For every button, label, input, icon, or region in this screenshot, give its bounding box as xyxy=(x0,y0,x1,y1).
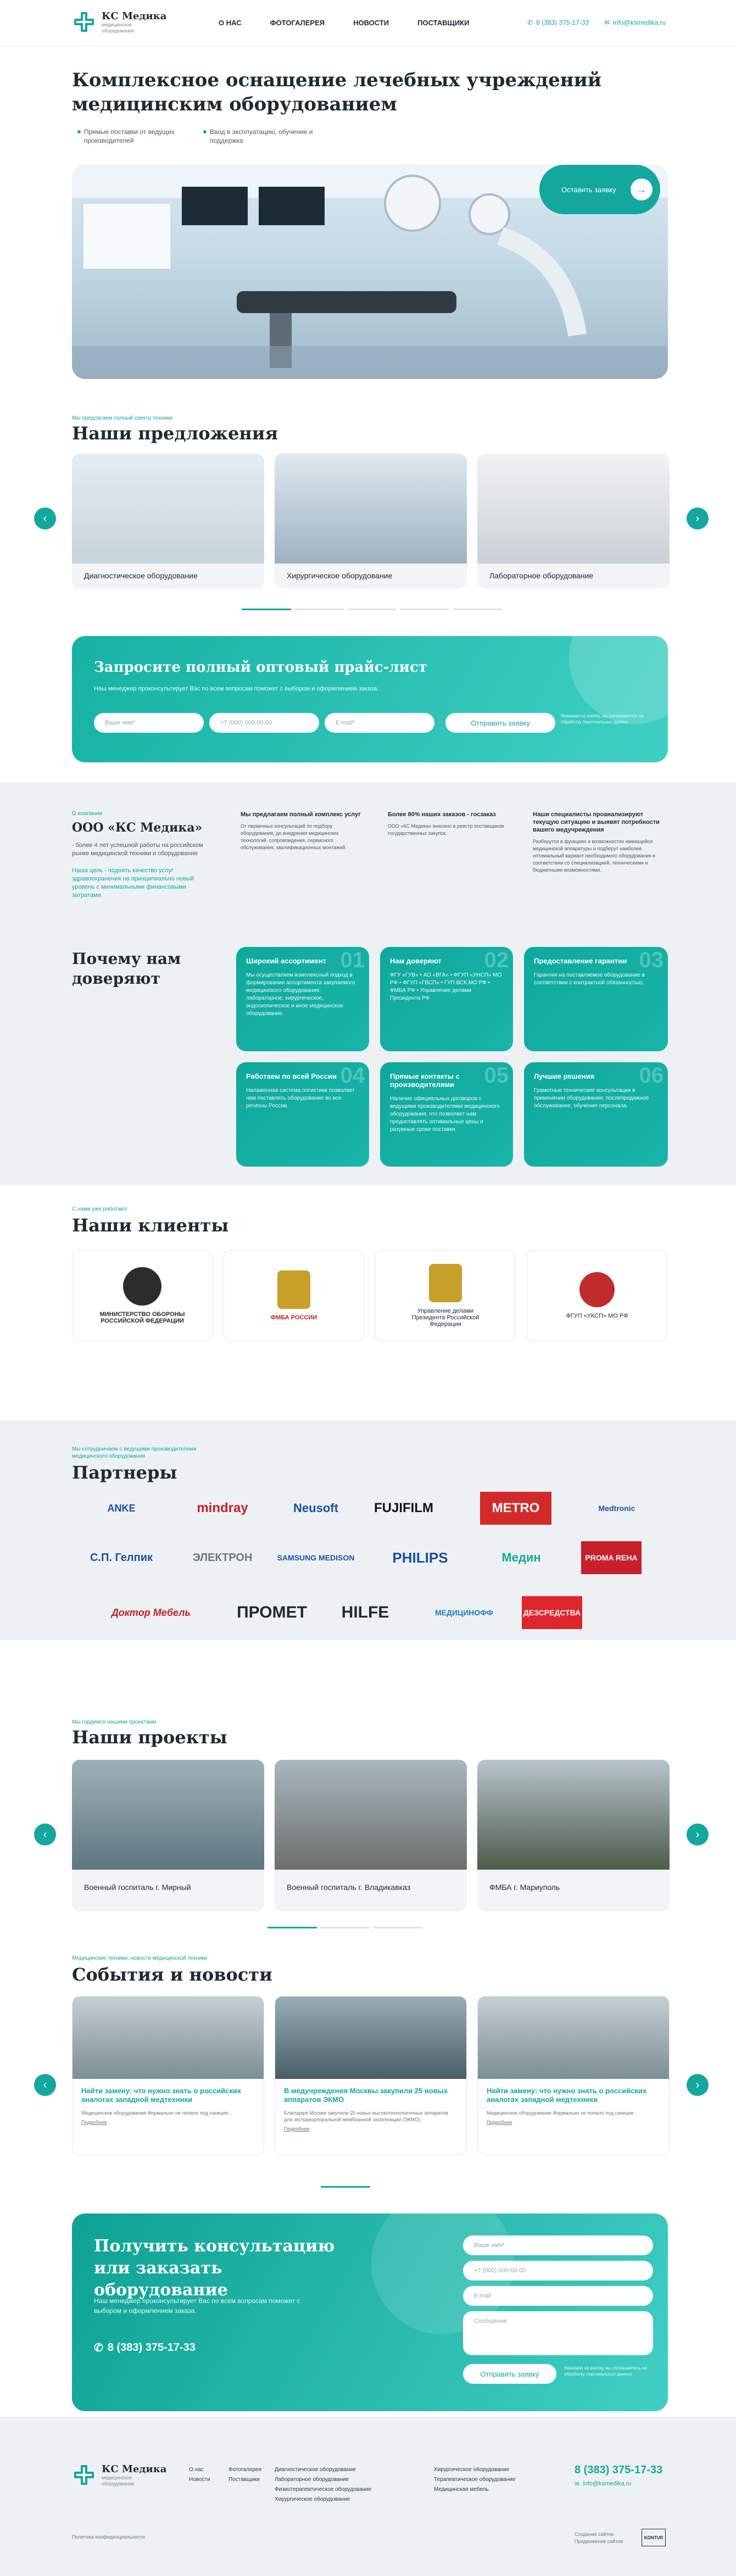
project-image xyxy=(477,1760,670,1870)
projects-title: Наши проекты xyxy=(72,1727,227,1748)
trust-tile: 02 Нам доверяют ФГУ «ГУВ» • АО «ВГА» • ФГУП «УНСП» МО РФ • ФГУП «ГВСП» • ГУП ВСК МО РФ • ФМБА РФ • Управление делами Президента РФ xyxy=(380,947,513,1051)
partner-logo: FUJIFILM xyxy=(374,1501,433,1515)
chevron-left-icon: ‹ xyxy=(43,512,47,525)
name-input[interactable]: Ваше имя* xyxy=(463,2235,653,2255)
clients-title: Наши клиенты xyxy=(72,1215,229,1236)
trust-tile: 01 Широкий ассортимент Мы осуществляем комплексный подход в формировании ассортимента закупаемого медицинского оборудования: лабораторное, хирургическое, эндоскопическое и иное медицинское оборудование. xyxy=(236,947,369,1051)
consult-phone[interactable]: ✆ 8 (383) 375-17-33 xyxy=(94,2341,196,2354)
offer-card[interactable]: Диагностическое оборудование xyxy=(72,454,264,589)
news-card[interactable]: Найти замену: что нужно знать о российских аналогах западной медтехники Медицинское оборудование Формально не попало под санкции... Подробнее xyxy=(477,1996,670,2155)
eagle-emblem-icon xyxy=(277,1270,310,1309)
about-point: Наши специалисты проанализируют текущую ситуацию и выявят потребности вашего медучреждения Разберутся в функциях и возможностях имеющейся медицинской аппаратуры и подберут наиболее оптимальный вариант необходимого оборудования в соответствии со специализацией, техническими и бюджетными возможностями. xyxy=(533,811,660,873)
why-title: Почему нам доверяют xyxy=(72,950,181,988)
partner-logo: PROMA REHA xyxy=(581,1541,642,1574)
trust-tile: 05 Прямые контакты с производителями Наличие официальных договоров с ведущими производителями медицинского оборудования, что позволяет нам предоставлять оптимальные цены и разумные сроки поставки. xyxy=(380,1062,513,1167)
hero-bullet: Ввод в эксплуатацию, обучение и поддержка xyxy=(203,127,313,145)
carousel-next-button[interactable] xyxy=(687,508,709,529)
about-section: О компании ООО «КС Медика» - более 4 лет успешной работы на российском рынке медицинской техники и оборудования Наша цель - поднять качество услуг здравоохранения на принципиально новый уровень с минимальными финансовыми затратами. Мы предлагаем полный комплекс услуг От первичных консультаций по подбору оборудования, до внедрения медицинских технологий, сопровождения, сервисного обслуживания, квалификационных монтажей. Более 80% наших заказов - госзаказ ООО «КС Медика» внесено в реестр поставщиков государственных закупок. Наши специалисты проанализируют текущую ситуацию и выявят потребности вашего медучреждения Разберутся в функциях и возможностях имеющейся медицинской аппаратуры и подберут наиболее оптимальный вариант необходимого оборудования в соответствии со специализацией, техническими и бюджетными возможностями. Почему нам доверяют 01 Широкий ассортимент Мы осуществляем комплексный подход в формировании ассортимента закупаемого медицинского оборудования: лабораторное, хирургическое, эндоскопическое и иное медицинское оборудование. 02 Нам доверяют ФГУ «ГУВ» • АО «ВГА» • ФГУП «УНСП» МО РФ • ФГУП «ГВСП» • ГУП ВСК МО РФ • ФМБА РФ • Управление делами Президента РФ 03 Предоставление гарантии Гарантия на поставляемое оборудование в соответствии с контрактной обязанностью. 04 Работаем по всей России Налаженная система логистики позволяет нам поставлять оборудование во все регионы России. 05 Прямые контакты с производителями Наличие официальных договоров с ведущими производителями медицинского оборудования, что позволяет нам предоставлять оптимальные цены и разумные сроки поставки. 06 Лучшие решения Грамотные технические консультации в применении оборудования; послепродажное обслуживание, обучение персонала. xyxy=(0,782,736,1185)
phone-icon: ✆ xyxy=(527,19,533,26)
carousel-prev-button[interactable] xyxy=(34,508,56,529)
partner-logo: ДЕЗСРЕДСТВА xyxy=(522,1596,582,1629)
carousel-progress xyxy=(267,1927,422,1928)
read-more-link[interactable]: Подробнее xyxy=(487,2120,512,2125)
about-point: Мы предлагаем полный комплекс услуг От первичных консультаций по подбору оборудования, до внедрения медицинских технологий, сопровождения, сервисного обслуживания, квалификационных монтажей. xyxy=(241,811,361,850)
client-card: ФГУП «УКСП» МО РФ xyxy=(527,1250,667,1341)
project-image xyxy=(72,1760,264,1870)
carousel-prev-button[interactable] xyxy=(34,1824,56,1845)
project-card[interactable]: Военный госпиталь г. Мирный xyxy=(72,1760,264,1911)
about-point: Более 80% наших заказов - госзаказ ООО «КС Медика» внесено в реестр поставщиков государственных закупок. xyxy=(388,811,504,836)
consult-subtitle: Наш менеджер проконсультирует Вас по всем вопросам поможет с выбором и оформлением заказа. xyxy=(94,2297,300,2315)
trust-tile: 03 Предоставление гарантии Гарантия на поставляемое оборудование в соответствии с контрактной обязанностью. xyxy=(524,947,668,1051)
carousel-prev-button[interactable] xyxy=(34,2074,56,2096)
carousel-progress xyxy=(242,609,502,610)
developer-credit[interactable]: Создание сайтов Продвижение сайтов xyxy=(575,2532,623,2544)
email-input[interactable]: E-mail xyxy=(463,2286,653,2306)
offers-title: Наши предложения xyxy=(72,423,278,444)
trust-tile: 06 Лучшие решения Грамотные технические консультации в применении оборудования; послепродажное обслуживание, обучение персонала. xyxy=(524,1062,668,1167)
price-title: Запросите полный оптовый прайс-лист xyxy=(94,659,427,676)
partner-logo: С.П. Гелпик xyxy=(90,1551,153,1564)
project-card[interactable]: Военный госпиталь г. Владикавказ xyxy=(275,1760,467,1911)
partner-logo: Neusoft xyxy=(293,1501,338,1515)
partner-logo: ЭЛЕКТРОН xyxy=(192,1551,253,1564)
footer-links: Диагностическое оборудование Лабораторное оборудование Физиотерапевтическое оборудование Хирургическое оборудование xyxy=(275,2467,372,2502)
consult-submit-button[interactable]: Отправить заявку xyxy=(463,2364,556,2384)
partner-logo: mindray xyxy=(197,1501,248,1515)
partner-logo: Медин xyxy=(501,1551,541,1564)
partner-logo: Доктор Мебель xyxy=(111,1607,191,1618)
client-card: ФМБА РОССИИ xyxy=(224,1250,364,1341)
partner-logo: METRO xyxy=(480,1492,551,1525)
arrow-right-icon: → xyxy=(631,179,653,200)
mail-icon: ✉ xyxy=(604,19,610,26)
eagle-emblem-icon xyxy=(429,1264,462,1302)
mail-icon: ✉ xyxy=(575,2481,580,2488)
news-title: События и новости xyxy=(72,1964,272,1985)
chevron-right-icon: › xyxy=(695,1828,700,1841)
offer-image xyxy=(72,454,264,564)
message-textarea[interactable]: Сообщение xyxy=(463,2311,653,2355)
email-input[interactable]: E-mail* xyxy=(325,713,434,733)
partners-section: Мы сотрудничаем с ведущими производителями медицинского оборудования Партнеры ANKE mindray Neusoft FUJIFILM METRO Medtronic С.П. Гелпик ЭЛЕКТРОН SAMSUNG MEDISON PHILIPS Медин PROMA REHA Доктор Мебель ПРОМЕТ HILFE МЕДИЦИНОФФ ДЕЗСРЕДСТВА xyxy=(0,1420,736,1640)
news-image xyxy=(73,1997,264,2079)
nav-news[interactable]: НОВОСТИ xyxy=(353,19,389,27)
project-card[interactable]: ФМБА г. Мариуполь xyxy=(477,1760,670,1911)
header-phone[interactable]: ✆ 8 (383) 375-17-33 xyxy=(527,19,589,26)
phone-input[interactable]: +7 (000) 000-00-00 xyxy=(463,2261,653,2281)
logo-cross-icon xyxy=(72,2463,96,2487)
partners-title: Партнеры xyxy=(72,1462,177,1483)
news-card[interactable]: Найти замену: что нужно знать о российских аналогах западной медтехники Медицинское оборудование Формально не попало под санкции... Подробнее xyxy=(72,1996,264,2155)
partner-logo: ANKE xyxy=(107,1502,136,1514)
footer-links: Фотогалерея Поставщики xyxy=(228,2467,261,2483)
news-card[interactable]: В медучреждения Москвы закупили 25 новых аппаратов ЭКМО Благодаря Москве закупили 25 новых высокотехнологичных аппаратов для экстракорпоральной мембранной оксигенации (ЭКМО). Подробнее xyxy=(275,1996,467,2155)
carousel-next-button[interactable] xyxy=(687,2074,709,2096)
phone-input[interactable]: +7 (000) 000-00-00 xyxy=(209,713,319,733)
partner-logo: SAMSUNG MEDISON xyxy=(277,1553,355,1562)
main-nav xyxy=(219,19,498,27)
client-card: Управление делами Президента Российской Федерации xyxy=(375,1250,516,1341)
hero-title: Комплексное оснащение лечебных учреждений медицинским оборудованием xyxy=(72,69,602,115)
mission-text: Наша цель - поднять качество услуг здравоохранения на принципиально новый уровень с минимальными финансовыми затратами. xyxy=(72,867,194,899)
offers-kicker: Мы предлагаем полный спектр техники xyxy=(72,415,172,421)
carousel-progress xyxy=(321,2186,370,2188)
chevron-right-icon: › xyxy=(695,512,700,525)
partner-logo: HILFE xyxy=(341,1603,389,1621)
company-name: ООО «КС Медика» xyxy=(72,821,203,835)
partner-logo: МЕДИЦИНОФФ xyxy=(434,1608,494,1617)
logo-cross-icon xyxy=(72,10,96,34)
hero-image xyxy=(72,165,668,379)
chevron-left-icon: ‹ xyxy=(43,2078,47,2091)
partner-logo: PHILIPS xyxy=(392,1549,448,1566)
chevron-left-icon: ‹ xyxy=(43,1828,47,1841)
offer-card[interactable]: Лабораторное оборудование xyxy=(477,454,670,589)
chevron-right-icon: › xyxy=(695,2078,700,2091)
price-subtitle: Наш менеджер проконсультирует Вас по всем вопросам поможет с выбором и оформлением заказа. xyxy=(94,685,379,692)
footer-email[interactable]: ✉ info@ksmedika.ru xyxy=(575,2480,632,2488)
consent-text: Нажимая на кнопку, вы соглашаетесь на обработку персональных данных xyxy=(561,713,644,724)
nav-suppliers[interactable]: ПОСТАВЩИКИ xyxy=(417,19,470,27)
footer-links: Хирургическое оборудование Терапевтическое оборудование Медицинская мебель xyxy=(434,2467,516,2493)
developer-logo[interactable]: KONTUR xyxy=(642,2529,666,2546)
carousel-next-button[interactable] xyxy=(687,1824,709,1845)
partner-logo: Medtronic xyxy=(598,1504,635,1513)
offer-card[interactable]: Хирургическое оборудование xyxy=(275,454,467,589)
name-input[interactable]: Ваше имя* xyxy=(94,713,204,733)
price-submit-button[interactable]: Отправить заявку xyxy=(445,713,555,733)
offer-image xyxy=(477,454,670,564)
header xyxy=(0,0,736,46)
consent-text: Нажимая на кнопку, вы соглашаетесь на обработку персональных данных xyxy=(564,2366,647,2377)
logo-sub: медицинское xyxy=(102,21,132,27)
nav-gallery[interactable]: ФОТОГАЛЕРЕЯ xyxy=(270,19,325,27)
mod-emblem-icon xyxy=(123,1267,161,1306)
hero-bullet: Прямые поставки от ведущих производителей xyxy=(77,127,187,145)
read-more-link[interactable]: Подробнее xyxy=(81,2120,107,2125)
news-image xyxy=(478,1997,669,2079)
uksp-emblem-icon xyxy=(579,1272,615,1307)
footer-phone[interactable]: 8 (383) 375-17-33 xyxy=(575,2464,663,2476)
read-more-link[interactable]: Подробнее xyxy=(284,2126,310,2132)
logo-name: КС Медика xyxy=(102,10,167,22)
consult-title: Получить консультацию или заказать оборудование xyxy=(94,2237,335,2300)
logo-sub: оборудование xyxy=(102,27,135,34)
header-email[interactable]: ✉ info@ksmedika.ru xyxy=(604,19,666,26)
price-request-banner xyxy=(72,636,668,762)
logo[interactable] xyxy=(72,10,166,34)
partner-logo: ПРОМЕТ xyxy=(237,1603,307,1621)
footer-logo[interactable]: КС Медика медицинское оборудование xyxy=(72,2463,166,2487)
hero-cta-button[interactable]: Оставить заявку → xyxy=(539,165,660,214)
privacy-link[interactable]: Политика конфиденциальности xyxy=(72,2534,145,2540)
nav-about[interactable]: О НАС xyxy=(219,19,242,27)
project-image xyxy=(275,1760,467,1870)
offer-image xyxy=(275,454,467,564)
news-image xyxy=(275,1997,466,2079)
consultation-banner xyxy=(72,2213,668,2411)
phone-icon: ✆ xyxy=(94,2342,103,2354)
footer-links: О нас Новости xyxy=(189,2467,210,2483)
client-card: МИНИСТЕРСТВО ОБОРОНЫ РОССИЙСКОЙ ФЕДЕРАЦИИ xyxy=(72,1250,213,1341)
footer xyxy=(0,2417,736,2576)
trust-tile: 04 Работаем по всей России Налаженная система логистики позволяет нам поставлять оборудование во все регионы России. xyxy=(236,1062,369,1167)
